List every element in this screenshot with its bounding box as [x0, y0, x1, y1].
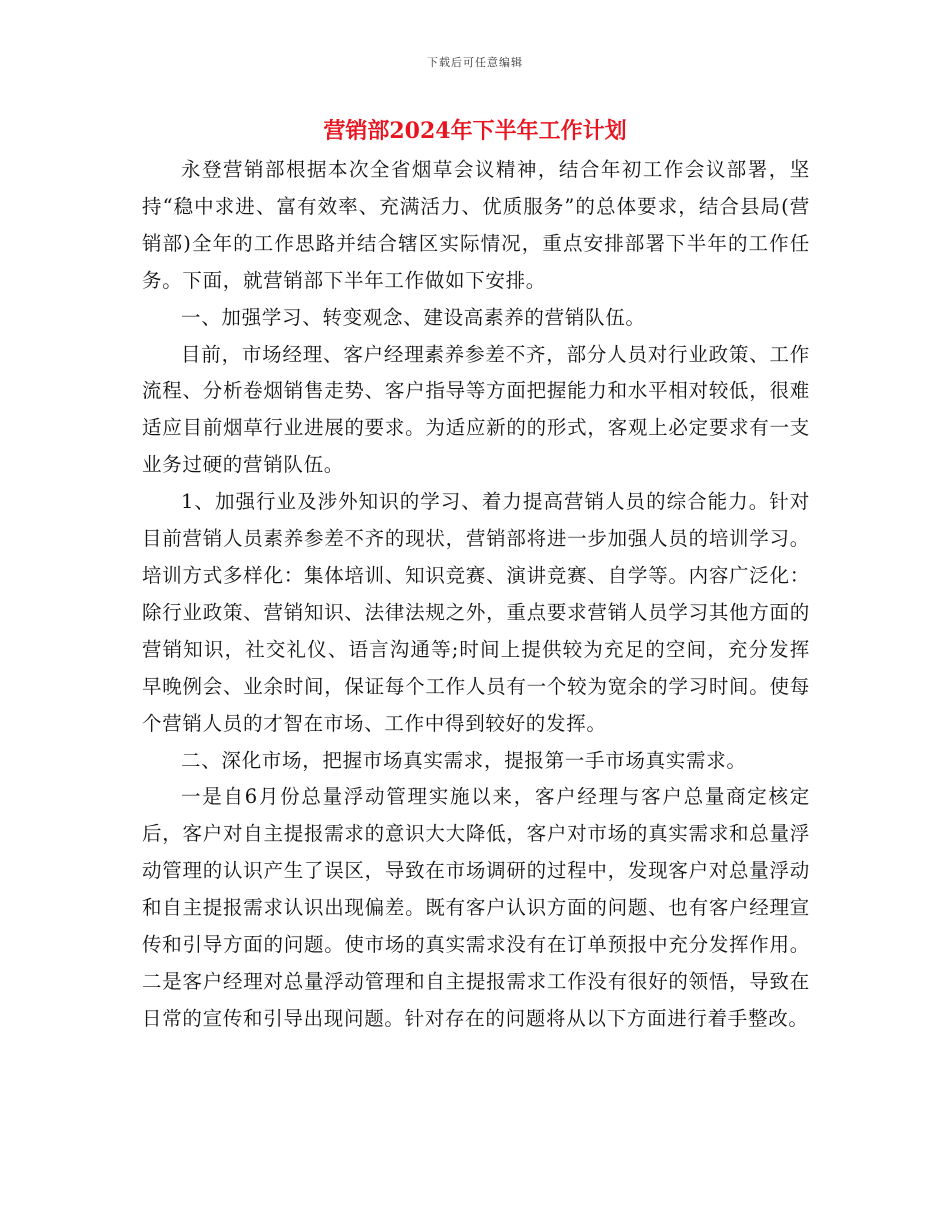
paragraph-training: 1、加强行业及涉外知识的学习、着力提高营销人员的综合能力。针对目前营销人员素养参差不齐的现状，营销部将进一步加强人员的培训学习。培训方式多样化：集体培训、知识竞赛、演讲竞赛、自学等。内容广泛化：除行业政策、营销知识、法律法规之外，重点要求营销人员学习其他方面的营销知识，社交礼仪、语言沟通等;时间上提供较为充足的空间，充分发挥早晚例会、业余时间，保证每个工作人员有一个较为宽余的学习时间。使每个营销人员的才智在市场、工作中得到较好的发挥。 — [142, 490, 810, 735]
document-body — [142, 152, 810, 1038]
paragraph-section-2-heading: 二、深化市场，把握市场真实需求，提报第一手市场真实需求。 — [181, 748, 747, 772]
paragraph-market-issues: 一是自6月份总量浮动管理实施以来，客户经理与客户总量商定核定后，客户对自主提报需求的意识大大降低，客户对市场的真实需求和总量浮动管理的认识产生了误区，导致在市场调研的过程中，发现客户对总量浮动和自主提报需求认识出现偏差。既有客户认识方面的问题、也有客户经理宣传和引导方面的问题。使市场的真实需求没有在订单预报中充分发挥作用。二是客户经理对总量浮动管理和自主提报需求工作没有很好的领悟，导致在日常的宣传和引导出现问题。针对存在的问题将从以下方面进行着手整改。 — [142, 785, 810, 1030]
paragraph-section-1-heading: 一、加强学习、转变观念、建设高素养的营销队伍。 — [181, 305, 646, 329]
document-title: 营销部2024年下半年工作计划 — [323, 118, 627, 144]
paragraph-current-situation: 目前，市场经理、客户经理素养参差不齐，部分人员对行业政策、工作流程、分析卷烟销售走势、客户指导等方面把握能力和水平相对较低，很难适应目前烟草行业进展的要求。为适应新的的形式，客观上必定要求有一支业务过硬的营销队伍。 — [142, 342, 810, 477]
header-note: 下载后可任意编辑 — [427, 56, 523, 69]
paragraph-intro: 永登营销部根据本次全省烟草会议精神，结合年初工作会议部署，坚持“稳中求进、富有效率、充满活力、优质服务”的总体要求，结合县局(营销部)全年的工作思路并结合辖区实际情况，重点安排部署下半年的工作任务。下面，就营销部下半年工作做如下安排。 — [142, 158, 810, 292]
